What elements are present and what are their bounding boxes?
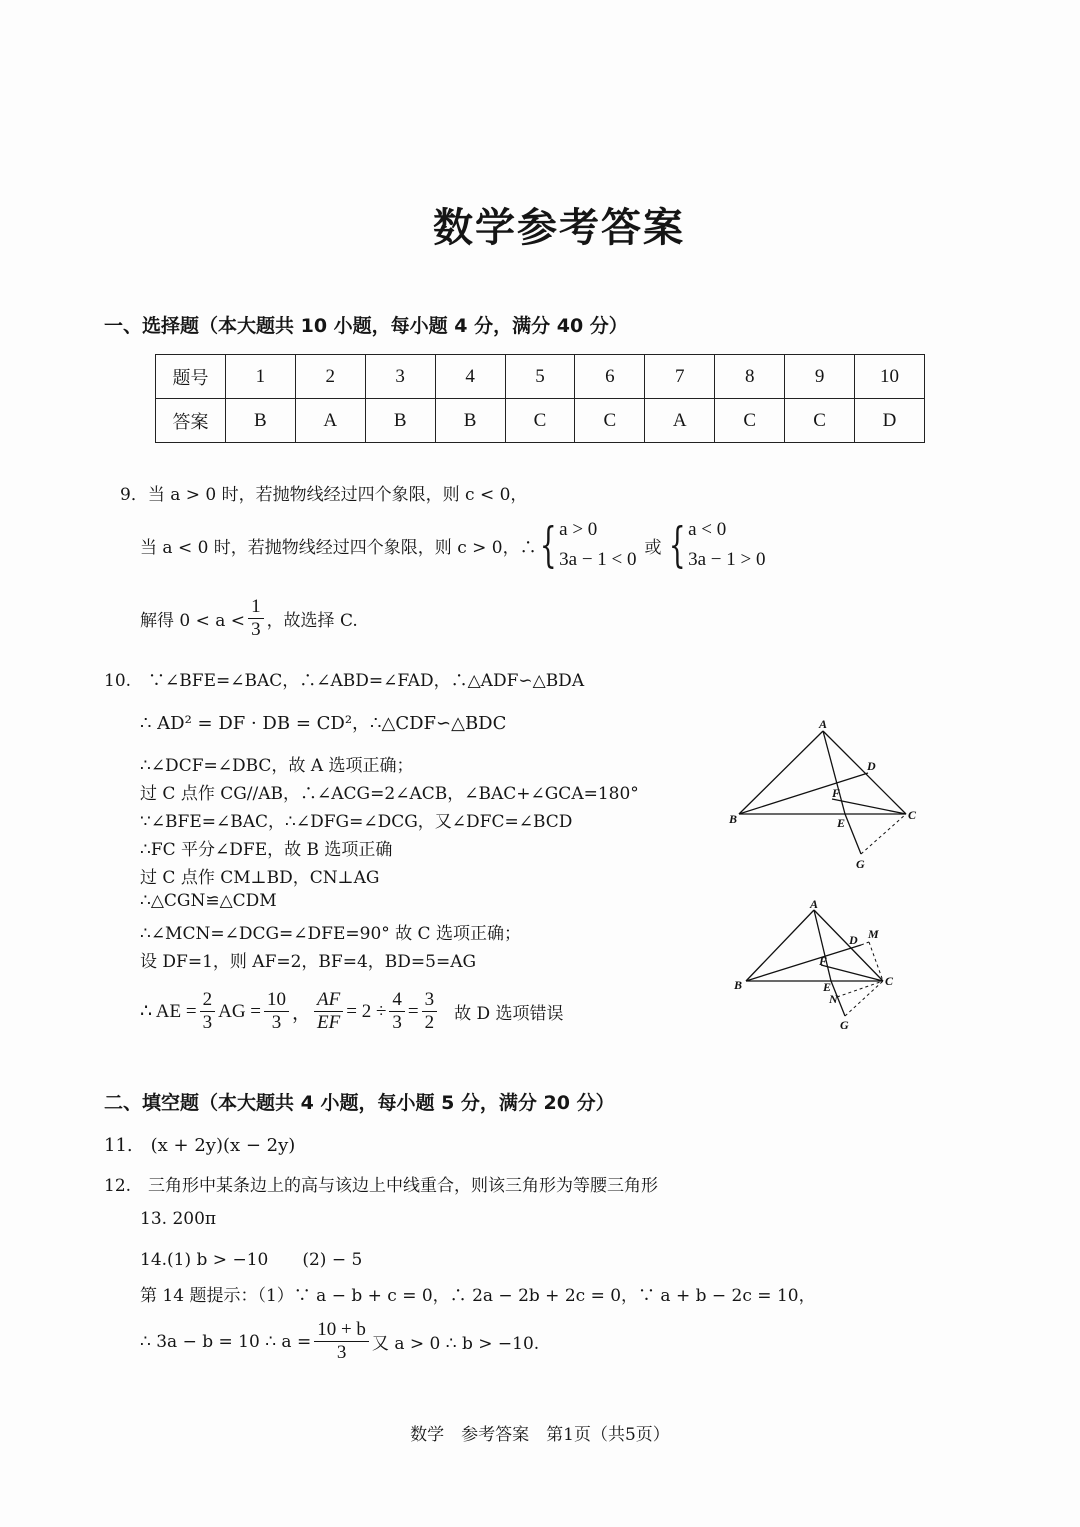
label-b: B: [734, 978, 743, 992]
table-row-numbers: [156, 355, 925, 399]
numerator: 1: [248, 597, 264, 619]
q9-line2: [140, 515, 765, 576]
table-cell: 4: [435, 355, 505, 399]
geometry-figure-2: [725, 895, 925, 1040]
q10-line8: ∴△CGN≌△CDM: [140, 891, 277, 911]
label-d: D: [849, 933, 858, 947]
numerator: 10 + b: [314, 1320, 369, 1342]
page-title: 数学参考答案: [433, 205, 685, 251]
q10-line1: 10. ∵∠BFE=∠BAC，∴∠ABD=∠FAD，∴△ADF∽△BDA: [104, 671, 585, 691]
table-cell: 3: [365, 355, 435, 399]
label-d: D: [867, 759, 876, 773]
row-label-answer: 答案: [156, 399, 226, 443]
denominator: 3: [271, 1011, 282, 1033]
q9-or: 或: [644, 537, 662, 558]
q10-line11: [140, 990, 564, 1034]
label-g: G: [840, 1018, 849, 1032]
expr-part: ，: [292, 1003, 312, 1025]
table-cell: C: [785, 399, 855, 443]
sys2-eq2: 3a − 1 > 0: [688, 549, 766, 571]
expr-part: 故 D 选项错误: [454, 1004, 564, 1025]
q10-line10: 设 DF=1，则 AF=2，BF=4，BD=5=AG: [140, 952, 477, 972]
q13-answer: 13. 200π: [140, 1209, 217, 1229]
denominator: 3: [202, 1011, 213, 1033]
label-e: E: [837, 816, 846, 830]
sys2-eq1: a < 0: [688, 519, 727, 540]
numerator: 2: [200, 990, 216, 1012]
q9-line3: [140, 597, 358, 641]
expr-part: =: [407, 1000, 419, 1022]
numerator: AF: [314, 990, 343, 1012]
sys1-eq2: 3a − 1 < 0: [559, 549, 637, 571]
denominator: 3: [251, 618, 261, 640]
table-cell: 7: [645, 355, 715, 399]
label-c: C: [885, 974, 894, 988]
fraction: [314, 990, 343, 1034]
denominator: 3: [392, 1011, 402, 1033]
q10-line3: ∴∠DCF=∠DBC，故 A 选项正确；: [140, 756, 414, 776]
page-footer: 数学 参考答案 第1页（共5页）: [410, 1425, 670, 1445]
q9-line2-text: 当 a < 0 时，若抛物线经过四个象限，则 c > 0，∴: [140, 537, 537, 558]
denominator: 3: [336, 1341, 347, 1363]
label-c: C: [908, 808, 917, 822]
q10-line4: 过 C 点作 CG//AB，∴∠ACG=2∠ACB，∠BAC+∠GCA=180°: [140, 784, 639, 804]
fraction: [264, 990, 289, 1034]
row-label-number: 题号: [156, 355, 226, 399]
brace-icon: {: [539, 517, 557, 574]
label-b: B: [729, 812, 738, 826]
table-cell: 2: [295, 355, 365, 399]
label-f: F: [819, 954, 828, 968]
denominator: EF: [317, 1011, 341, 1033]
label-a: A: [810, 897, 819, 911]
section2-heading: 二、填空题（本大题共 4 小题，每小题 5 分，满分 20 分）: [104, 1092, 615, 1114]
label-n: N: [829, 992, 838, 1006]
table-cell: B: [365, 399, 435, 443]
expr-part: ∴ 3a − b = 10 ∴ a =: [140, 1331, 312, 1352]
label-g: G: [856, 857, 865, 871]
q9-system-2: [688, 515, 765, 576]
fraction: [200, 990, 216, 1034]
q9-line3-text: 解得 0 < a <: [140, 611, 246, 632]
table-cell: 8: [715, 355, 785, 399]
sys1-eq1: a > 0: [559, 519, 598, 540]
fraction: [314, 1320, 369, 1364]
q10-line2: ∴ AD² = DF · DB = CD²，∴△CDF∽△BDC: [140, 713, 507, 734]
q9-system-1: [559, 515, 636, 576]
brace-icon: {: [668, 517, 686, 574]
expr-part: 又 a > 0 ∴ b > −10.: [371, 1334, 540, 1355]
table-cell: D: [855, 399, 925, 443]
table-cell: 5: [505, 355, 575, 399]
table-cell: A: [645, 399, 715, 443]
table-cell: 1: [225, 355, 295, 399]
denominator: 2: [424, 1011, 435, 1033]
expr-part: ∴ AE =: [140, 1001, 197, 1023]
geometry-figure-1: [725, 715, 925, 875]
q14-hint-line2: [140, 1320, 539, 1364]
table-cell: A: [295, 399, 365, 443]
numerator: 3: [422, 990, 438, 1012]
table-cell: C: [715, 399, 785, 443]
q12-answer: 12. 三角形中某条边上的高与该边上中线重合，则该三角形为等腰三角形: [104, 1176, 659, 1196]
q10-line6: ∴FC 平分∠DFE，故 B 选项正确: [140, 840, 393, 860]
table-cell: C: [505, 399, 575, 443]
expr-part: = 2 ÷: [346, 1000, 387, 1022]
section1-heading: 一、选择题（本大题共 10 小题，每小题 4 分，满分 40 分）: [104, 315, 628, 337]
q10-line5: ∵∠BFE=∠BAC，∴∠DFG=∠DCG，又∠DFC=∠BCD: [140, 812, 573, 832]
q10-line7: 过 C 点作 CM⊥BD，CN⊥AG: [140, 868, 380, 888]
answer-table: [155, 354, 925, 443]
table-row-answers: [156, 399, 925, 443]
expr-part: AG =: [218, 1000, 262, 1022]
table-cell: 6: [575, 355, 645, 399]
label-e: E: [823, 980, 832, 994]
label-m: M: [868, 927, 879, 941]
q9-line3-suffix: ，故选择 C.: [266, 611, 358, 632]
fraction: [248, 597, 264, 641]
q14-hint-line1: 第 14 题提示：（1）∵ a − b + c = 0，∴ 2a − 2b + 2c = 0，∵ a + b − 2c = 10，: [140, 1286, 816, 1306]
numerator: 4: [389, 990, 405, 1012]
table-cell: B: [435, 399, 505, 443]
fraction: [422, 990, 438, 1034]
table-cell: B: [225, 399, 295, 443]
table-cell: 9: [785, 355, 855, 399]
table-cell: C: [575, 399, 645, 443]
fraction: [389, 990, 405, 1034]
q9-line1: 9．当 a > 0 时，若抛物线经过四个象限，则 c < 0，: [120, 485, 528, 505]
q14-answer: 14.(1) b > −10 (2) − 5: [140, 1250, 363, 1270]
q10-line9: ∴∠MCN=∠DCG=∠DFE=90° 故 C 选项正确；: [140, 924, 521, 944]
q11-answer: 11. (x + 2y)(x − 2y): [104, 1135, 296, 1156]
label-f: F: [832, 786, 841, 800]
label-a: A: [819, 717, 828, 731]
table-cell: 10: [855, 355, 925, 399]
numerator: 10: [264, 990, 289, 1012]
